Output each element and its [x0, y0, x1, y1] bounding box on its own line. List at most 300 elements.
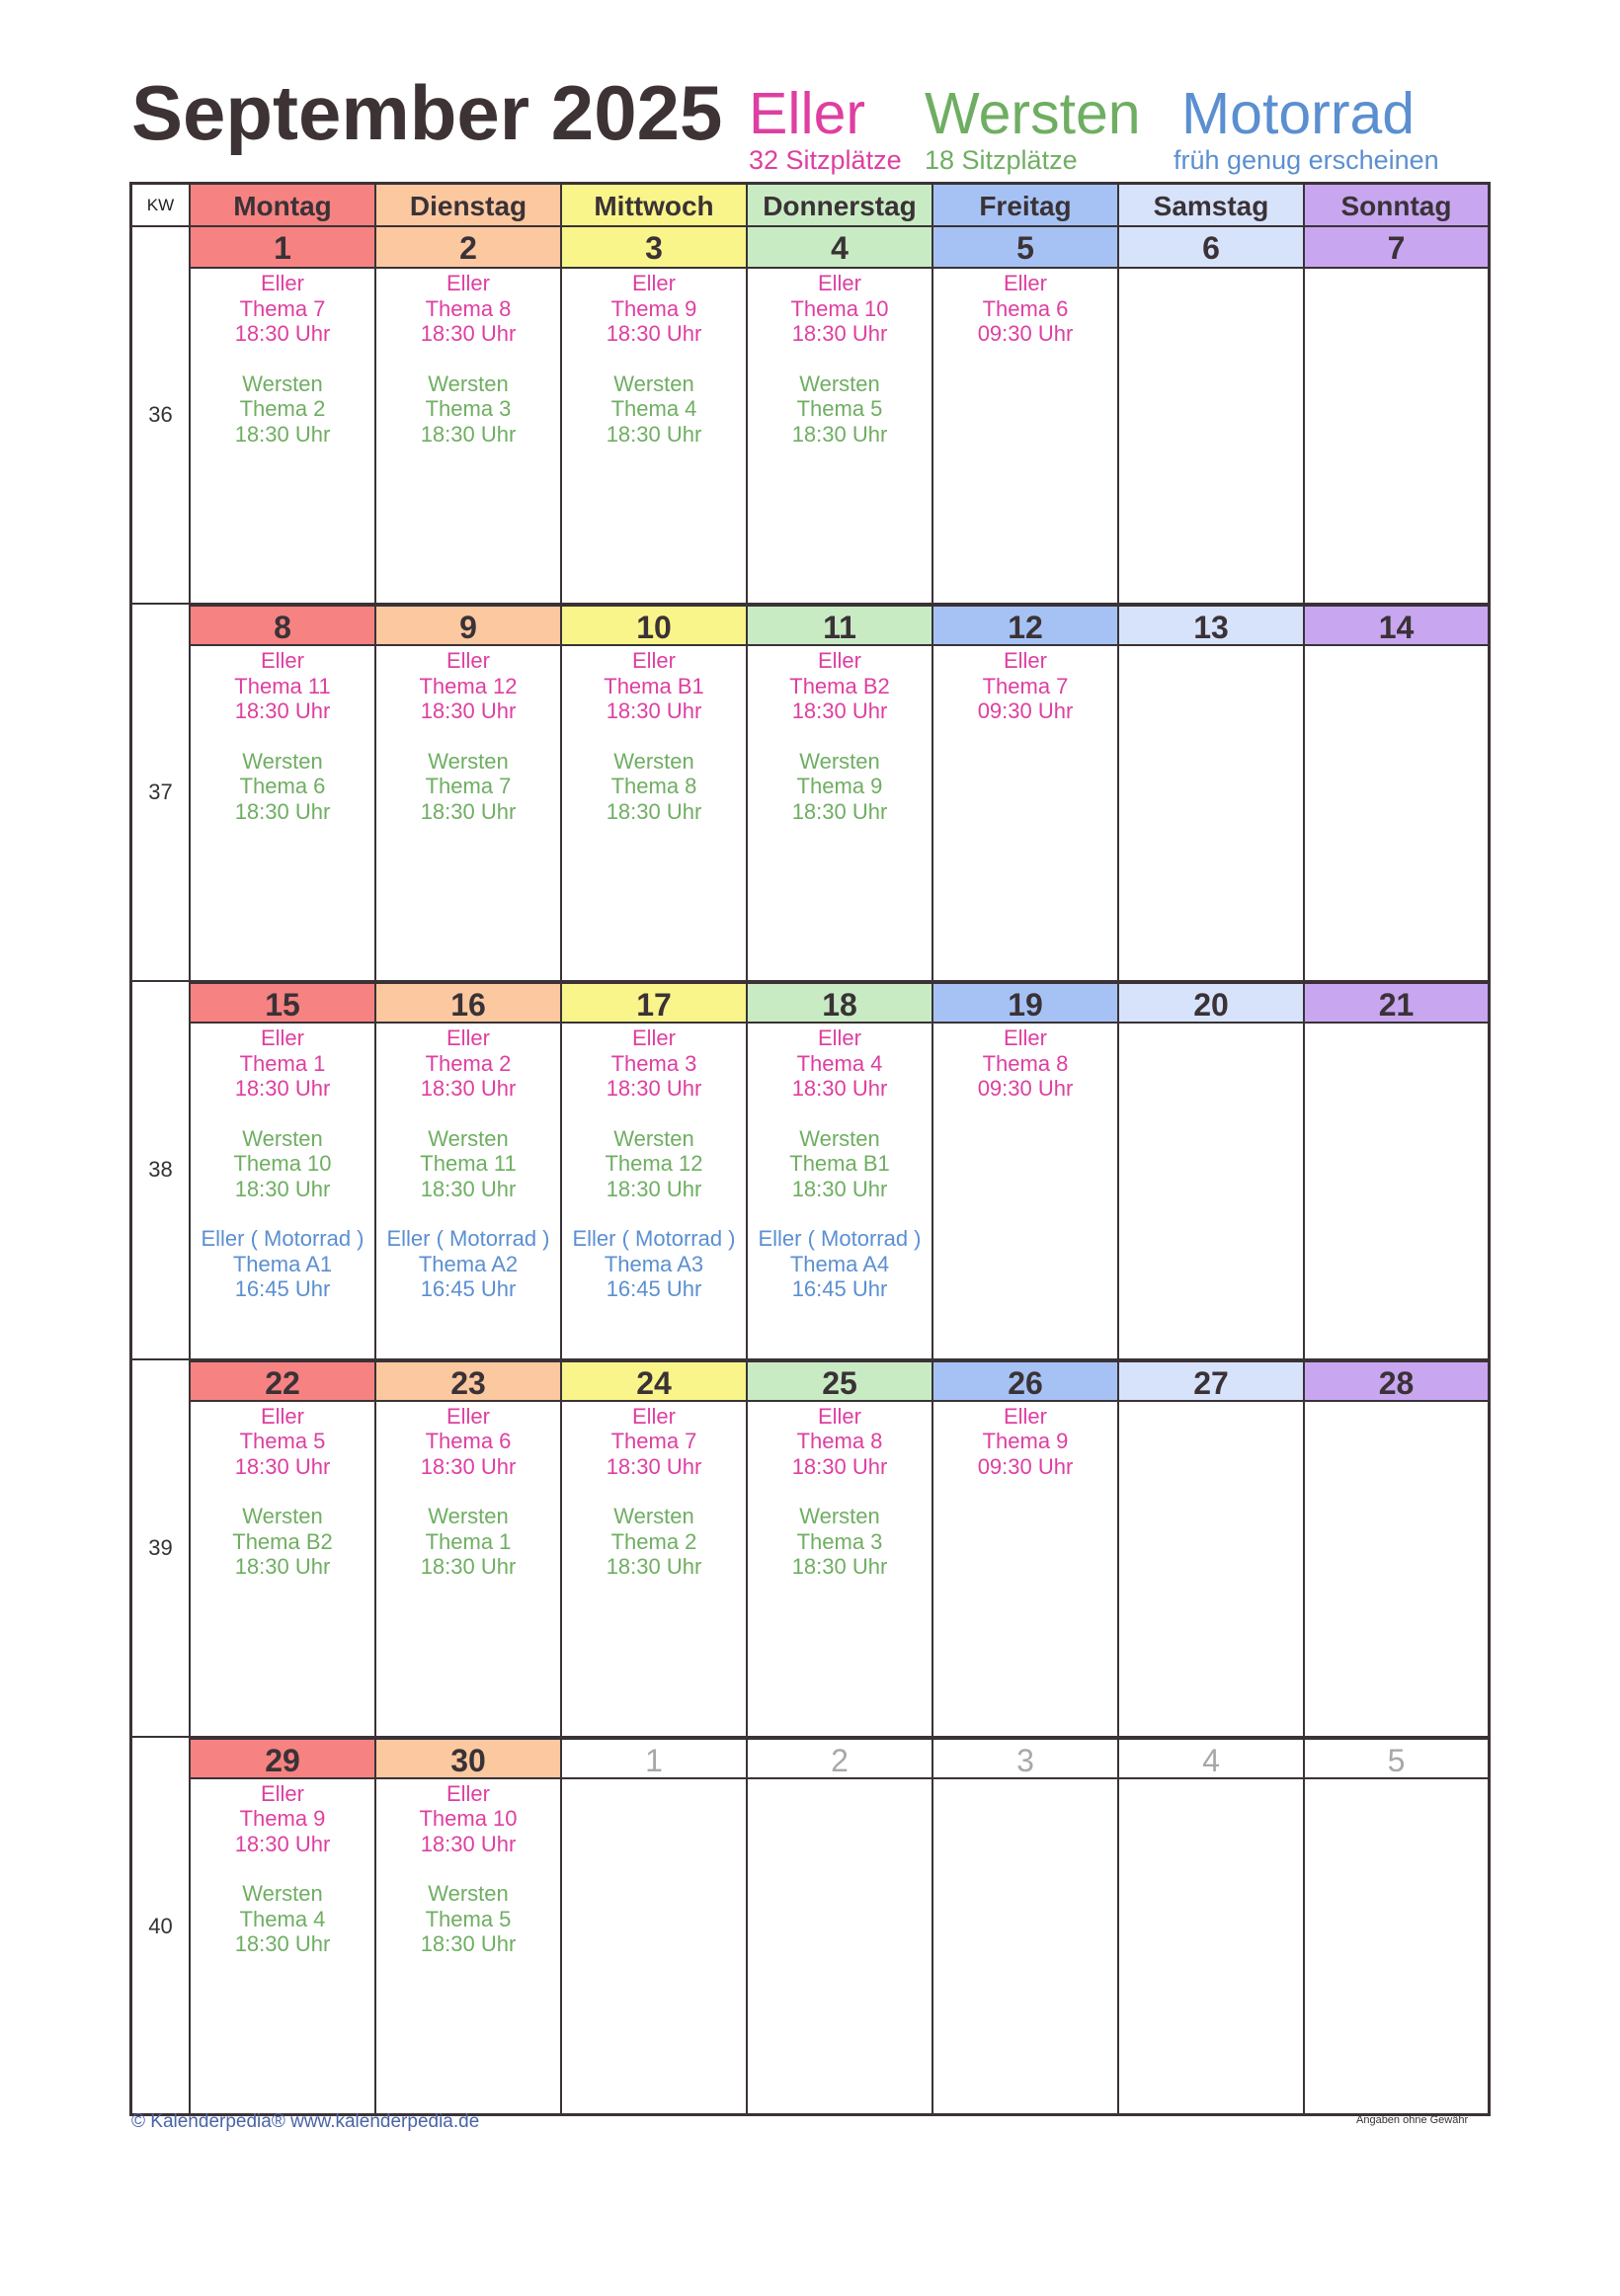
event-topic: Thema 11: [234, 673, 331, 698]
event-topic: Thema 8: [796, 1429, 883, 1454]
day-number: 16: [376, 982, 560, 1024]
event-location: Wersten: [428, 1125, 509, 1151]
event-topic: Thema 12: [605, 1151, 703, 1177]
event-wersten: [376, 1504, 560, 1580]
event-topic: Thema B2: [232, 1528, 333, 1554]
event-topic: Thema 7: [239, 295, 326, 321]
footer-copyright: © Kalenderpedia® www.kalenderpedia.de: [131, 2111, 480, 2132]
day-cell[interactable]: [191, 605, 376, 980]
event-wersten: [748, 1504, 932, 1580]
event-time: 18:30 Uhr: [234, 1076, 331, 1102]
event-eller: [191, 1404, 374, 1480]
day-cell[interactable]: [376, 1360, 562, 1736]
event-time: 16:45 Uhr: [791, 1276, 888, 1302]
event-location: Eller: [1003, 271, 1047, 295]
event-wersten: [562, 371, 746, 448]
event-topic: Thema 5: [425, 1906, 512, 1931]
event-wersten: [562, 1126, 746, 1202]
day-events: [562, 269, 746, 447]
event-topic: Thema 6: [982, 295, 1069, 321]
event-eller: [933, 648, 1117, 724]
day-events: [933, 646, 1117, 724]
event-time: 18:30 Uhr: [791, 1176, 888, 1201]
event-topic: Thema 7: [982, 673, 1069, 698]
day-cell[interactable]: [933, 1738, 1119, 2115]
event-wersten: [191, 1881, 374, 1957]
event-topic: Thema 2: [239, 396, 326, 421]
legend-eller-sub: 32 Sitzplätze: [749, 145, 902, 175]
event-time: 18:30 Uhr: [234, 1554, 331, 1580]
legend-motorrad: [1174, 81, 1439, 175]
event-wersten: [191, 749, 374, 825]
week-row: [132, 1360, 1488, 1738]
week-row: [132, 982, 1488, 1359]
event-eller: [376, 648, 560, 724]
legend-wersten: [925, 81, 1141, 175]
event-time: 18:30 Uhr: [234, 1453, 331, 1479]
day-number: 3: [933, 1738, 1117, 1779]
event-location: Eller: [260, 1403, 304, 1429]
day-cell[interactable]: [562, 1360, 748, 1736]
event-eller: [748, 1025, 932, 1102]
event-topic: Thema 10: [233, 1151, 332, 1177]
event-topic: Thema 3: [796, 1528, 883, 1554]
day-number: 19: [933, 982, 1117, 1024]
day-number: 10: [562, 605, 746, 646]
event-location: Wersten: [428, 1881, 509, 1907]
event-time: 18:30 Uhr: [606, 1176, 702, 1201]
legend-wersten-name: Wersten: [925, 81, 1141, 146]
day-events: [191, 269, 374, 447]
event-topic: Thema 10: [790, 295, 889, 321]
legend-motorrad-name: Motorrad: [1181, 81, 1416, 146]
event-topic: Thema A3: [604, 1251, 704, 1276]
day-cell[interactable]: [376, 605, 562, 980]
kw-number: 38: [132, 982, 191, 1357]
event-location: Eller: [817, 1025, 861, 1051]
event-topic: Thema B1: [789, 1151, 890, 1177]
day-events: [376, 1402, 560, 1580]
event-location: Wersten: [242, 1125, 323, 1151]
day-number: 6: [1119, 227, 1303, 269]
event-eller: [376, 1781, 560, 1857]
weekday-freitag: Freitag: [933, 185, 1119, 225]
day-cell[interactable]: [376, 982, 562, 1357]
event-location: Wersten: [428, 1504, 509, 1529]
legend-motorrad-sub: früh genug erscheinen: [1174, 145, 1439, 175]
day-number: 4: [748, 227, 932, 269]
day-events: [376, 646, 560, 824]
day-number: 3: [562, 227, 746, 269]
event-location: Wersten: [428, 748, 509, 774]
event-moto: [748, 1226, 932, 1302]
day-number: 13: [1119, 605, 1303, 646]
event-location: Eller: [260, 1780, 304, 1806]
day-cell[interactable]: [933, 227, 1119, 603]
event-time: 18:30 Uhr: [606, 321, 702, 346]
event-time: 18:30 Uhr: [420, 1176, 517, 1201]
event-location: Wersten: [242, 1881, 323, 1907]
event-time: 18:30 Uhr: [234, 698, 331, 724]
day-events: [748, 269, 932, 447]
event-time: 18:30 Uhr: [420, 1554, 517, 1580]
event-location: Wersten: [799, 1504, 880, 1529]
event-topic: Thema 2: [610, 1528, 697, 1554]
event-eller: [933, 1025, 1117, 1102]
event-time: 18:30 Uhr: [420, 798, 517, 824]
event-wersten: [191, 1126, 374, 1202]
event-topic: Thema A2: [418, 1251, 519, 1276]
event-time: 18:30 Uhr: [791, 321, 888, 346]
day-events: [562, 1024, 746, 1302]
event-location: Eller: [446, 648, 490, 674]
event-time: 18:30 Uhr: [234, 1931, 331, 1957]
event-location: Eller: [631, 1025, 676, 1051]
event-wersten: [376, 1126, 560, 1202]
event-time: 18:30 Uhr: [791, 1076, 888, 1102]
day-events: [562, 646, 746, 824]
event-eller: [191, 271, 374, 347]
event-eller: [562, 1025, 746, 1102]
event-topic: Thema 8: [425, 295, 512, 321]
event-eller: [191, 1781, 374, 1857]
event-time: 18:30 Uhr: [606, 698, 702, 724]
event-topic: Thema 3: [610, 1050, 697, 1076]
event-wersten: [562, 749, 746, 825]
event-location: Eller: [1003, 1025, 1047, 1051]
legend-eller: [749, 81, 902, 175]
day-events: [933, 269, 1117, 347]
day-events: [562, 1402, 746, 1580]
day-cell[interactable]: [1305, 605, 1488, 980]
event-eller: [562, 271, 746, 347]
event-wersten: [748, 371, 932, 448]
day-number: 2: [748, 1738, 932, 1779]
day-events: [933, 1024, 1117, 1102]
event-time: 18:30 Uhr: [234, 321, 331, 346]
event-time: 18:30 Uhr: [234, 1831, 331, 1856]
event-moto: [562, 1226, 746, 1302]
day-cell[interactable]: [748, 1738, 933, 2115]
day-cell[interactable]: [1119, 1738, 1305, 2115]
event-topic: Thema 4: [796, 1050, 883, 1076]
event-topic: Thema 1: [239, 1050, 326, 1076]
day-number: 4: [1119, 1738, 1303, 1779]
day-number: 27: [1119, 1360, 1303, 1402]
event-eller: [376, 1025, 560, 1102]
event-eller: [376, 1404, 560, 1480]
day-cell[interactable]: [562, 227, 748, 603]
day-events: [191, 1024, 374, 1302]
day-cell[interactable]: [748, 605, 933, 980]
event-time: 18:30 Uhr: [420, 1453, 517, 1479]
day-cell[interactable]: [376, 227, 562, 603]
day-events: [191, 1402, 374, 1580]
event-wersten: [748, 1126, 932, 1202]
event-time: 09:30 Uhr: [977, 1076, 1074, 1102]
event-time: 18:30 Uhr: [791, 421, 888, 447]
event-topic: Thema 3: [425, 396, 512, 421]
event-time: 09:30 Uhr: [977, 321, 1074, 346]
day-number: 5: [1305, 1738, 1488, 1779]
event-topic: Thema 9: [610, 295, 697, 321]
legend-wersten-sub: 18 Sitzplätze: [925, 145, 1078, 175]
day-number: 30: [376, 1738, 560, 1779]
day-cell[interactable]: [1119, 1360, 1305, 1736]
day-cell[interactable]: [191, 1360, 376, 1736]
event-topic: Thema B1: [604, 673, 704, 698]
day-events: [933, 1402, 1117, 1480]
day-cell[interactable]: [562, 982, 748, 1357]
day-cell[interactable]: [191, 1738, 376, 2115]
day-number: 7: [1305, 227, 1488, 269]
day-number: 28: [1305, 1360, 1488, 1402]
day-cell[interactable]: [748, 227, 933, 603]
weekday-samstag: Samstag: [1119, 185, 1305, 225]
day-number: 1: [191, 227, 374, 269]
event-topic: Thema 6: [239, 774, 326, 799]
event-time: 16:45 Uhr: [606, 1276, 702, 1302]
event-topic: Thema 5: [239, 1429, 326, 1454]
day-cell[interactable]: [191, 227, 376, 603]
event-time: 18:30 Uhr: [420, 1831, 517, 1856]
event-topic: Thema B2: [789, 673, 890, 698]
event-location: Wersten: [242, 370, 323, 396]
event-eller: [748, 1404, 932, 1480]
event-topic: Thema 2: [425, 1050, 512, 1076]
day-number: 12: [933, 605, 1117, 646]
day-number: 25: [748, 1360, 932, 1402]
event-wersten: [376, 371, 560, 448]
event-eller: [562, 1404, 746, 1480]
event-location: Wersten: [428, 370, 509, 396]
day-cell[interactable]: [1119, 605, 1305, 980]
weekday-dienstag: Dienstag: [376, 185, 562, 225]
event-topic: Thema A1: [232, 1251, 333, 1276]
day-number: 17: [562, 982, 746, 1024]
day-events: [748, 1402, 932, 1580]
day-number: 24: [562, 1360, 746, 1402]
kw-number: 39: [132, 1360, 191, 1736]
day-number: 26: [933, 1360, 1117, 1402]
event-eller: [376, 271, 560, 347]
event-location: Eller: [631, 648, 676, 674]
event-eller: [191, 648, 374, 724]
day-events: [376, 1779, 560, 1957]
day-cell[interactable]: [562, 605, 748, 980]
event-location: Wersten: [613, 748, 694, 774]
day-number: 29: [191, 1738, 374, 1779]
weekday-donnerstag: Donnerstag: [748, 185, 933, 225]
event-topic: Thema 4: [239, 1906, 326, 1931]
event-time: 18:30 Uhr: [420, 1076, 517, 1102]
day-events: [191, 1779, 374, 1957]
day-events: [191, 646, 374, 824]
event-eller: [562, 648, 746, 724]
week-row: [132, 1738, 1488, 2115]
day-events: [1119, 269, 1303, 271]
day-number: 11: [748, 605, 932, 646]
day-cell[interactable]: [933, 605, 1119, 980]
day-number: 8: [191, 605, 374, 646]
event-location: Eller: [817, 648, 861, 674]
weekday-sonntag: Sonntag: [1305, 185, 1488, 225]
event-time: 18:30 Uhr: [234, 798, 331, 824]
day-cell[interactable]: [191, 982, 376, 1357]
event-location: Eller: [817, 1403, 861, 1429]
event-location: Wersten: [242, 1504, 323, 1529]
event-topic: Thema 9: [982, 1429, 1069, 1454]
event-time: 18:30 Uhr: [420, 1931, 517, 1957]
event-time: 18:30 Uhr: [234, 421, 331, 447]
day-events: [748, 646, 932, 824]
event-location: Eller: [260, 1025, 304, 1051]
event-location: Wersten: [799, 370, 880, 396]
event-wersten: [191, 1504, 374, 1580]
day-cell[interactable]: [933, 982, 1119, 1357]
event-eller: [933, 1404, 1117, 1480]
event-location: Wersten: [613, 1504, 694, 1529]
event-topic: Thema 4: [610, 396, 697, 421]
event-location: Eller: [631, 1403, 676, 1429]
event-topic: Thema 5: [796, 396, 883, 421]
event-location: Eller ( Motorrad ): [201, 1226, 364, 1252]
event-location: Wersten: [613, 1125, 694, 1151]
event-location: Wersten: [242, 748, 323, 774]
event-time: 18:30 Uhr: [791, 1554, 888, 1580]
event-location: Eller ( Motorrad ): [572, 1226, 736, 1252]
event-location: Eller: [260, 648, 304, 674]
day-cell[interactable]: [1305, 1738, 1488, 2115]
event-location: Eller: [446, 1025, 490, 1051]
event-topic: Thema 11: [420, 1151, 517, 1177]
day-number: 21: [1305, 982, 1488, 1024]
day-number: 5: [933, 227, 1117, 269]
event-eller: [748, 271, 932, 347]
day-cell[interactable]: [1305, 982, 1488, 1357]
event-time: 18:30 Uhr: [606, 1076, 702, 1102]
event-time: 09:30 Uhr: [977, 1453, 1074, 1479]
weekday-montag: Montag: [191, 185, 376, 225]
event-location: Eller: [446, 1403, 490, 1429]
calendar-grid: [129, 182, 1491, 2116]
event-topic: Thema 1: [425, 1528, 512, 1554]
event-location: Wersten: [613, 370, 694, 396]
event-topic: Thema 6: [425, 1429, 512, 1454]
footer-disclaimer: Angaben ohne Gewähr: [1356, 2114, 1469, 2126]
event-topic: Thema 7: [425, 774, 512, 799]
day-number: 15: [191, 982, 374, 1024]
day-events: [748, 1024, 932, 1302]
event-time: 09:30 Uhr: [977, 698, 1074, 724]
event-time: 18:30 Uhr: [420, 421, 517, 447]
day-number: 22: [191, 1360, 374, 1402]
day-number: 1: [562, 1738, 746, 1779]
event-topic: Thema 9: [796, 774, 883, 799]
event-location: Eller: [446, 271, 490, 295]
event-topic: Thema 8: [610, 774, 697, 799]
event-topic: Thema 12: [419, 673, 518, 698]
day-number: 9: [376, 605, 560, 646]
day-events: [376, 269, 560, 447]
event-topic: Thema 7: [610, 1429, 697, 1454]
kw-number: 36: [132, 227, 191, 603]
event-eller: [933, 271, 1117, 347]
event-location: Eller: [1003, 1403, 1047, 1429]
day-events: [1305, 269, 1488, 271]
event-location: Eller: [817, 271, 861, 295]
event-location: Wersten: [799, 748, 880, 774]
event-time: 18:30 Uhr: [420, 698, 517, 724]
weekday-header-row: [132, 185, 1488, 227]
day-cell[interactable]: [1305, 1360, 1488, 1736]
event-wersten: [562, 1504, 746, 1580]
day-cell[interactable]: [1119, 227, 1305, 603]
event-time: 18:30 Uhr: [791, 798, 888, 824]
day-number: 20: [1119, 982, 1303, 1024]
event-location: Eller: [260, 271, 304, 295]
event-location: Eller ( Motorrad ): [386, 1226, 550, 1252]
day-number: 14: [1305, 605, 1488, 646]
event-topic: Thema 8: [982, 1050, 1069, 1076]
event-time: 16:45 Uhr: [234, 1276, 331, 1302]
day-cell[interactable]: [748, 1360, 933, 1736]
event-location: Eller: [631, 271, 676, 295]
event-time: 18:30 Uhr: [791, 1453, 888, 1479]
event-wersten: [376, 1881, 560, 1957]
event-moto: [376, 1226, 560, 1302]
event-time: 18:30 Uhr: [606, 798, 702, 824]
day-cell[interactable]: [748, 982, 933, 1357]
event-time: 18:30 Uhr: [606, 1554, 702, 1580]
kw-number: 37: [132, 605, 191, 980]
day-cell[interactable]: [1119, 982, 1305, 1357]
event-time: 18:30 Uhr: [791, 698, 888, 724]
event-time: 18:30 Uhr: [234, 1176, 331, 1201]
event-topic: Thema 9: [239, 1806, 326, 1832]
event-wersten: [748, 749, 932, 825]
day-cell[interactable]: [1305, 227, 1488, 603]
event-location: Wersten: [799, 1125, 880, 1151]
event-location: Eller ( Motorrad ): [758, 1226, 922, 1252]
page-title: September 2025: [131, 69, 723, 156]
day-events: [376, 1024, 560, 1302]
event-location: Eller: [446, 1780, 490, 1806]
event-eller: [191, 1025, 374, 1102]
day-cell[interactable]: [376, 1738, 562, 2115]
kw-number: 40: [132, 1738, 191, 2115]
event-location: Eller: [1003, 648, 1047, 674]
week-row: [132, 227, 1488, 605]
event-time: 18:30 Uhr: [606, 1453, 702, 1479]
event-eller: [748, 648, 932, 724]
event-topic: Thema 10: [419, 1806, 518, 1832]
event-time: 18:30 Uhr: [606, 421, 702, 447]
week-row: [132, 605, 1488, 982]
day-number: 18: [748, 982, 932, 1024]
event-topic: Thema A4: [789, 1251, 890, 1276]
kw-header: KW: [132, 185, 191, 225]
legend-eller-name: Eller: [749, 81, 866, 146]
day-number: 2: [376, 227, 560, 269]
day-number: 23: [376, 1360, 560, 1402]
event-time: 18:30 Uhr: [420, 321, 517, 346]
day-cell[interactable]: [933, 1360, 1119, 1736]
weekday-mittwoch: Mittwoch: [562, 185, 748, 225]
event-time: 16:45 Uhr: [420, 1276, 517, 1302]
event-wersten: [191, 371, 374, 448]
day-cell[interactable]: [562, 1738, 748, 2115]
